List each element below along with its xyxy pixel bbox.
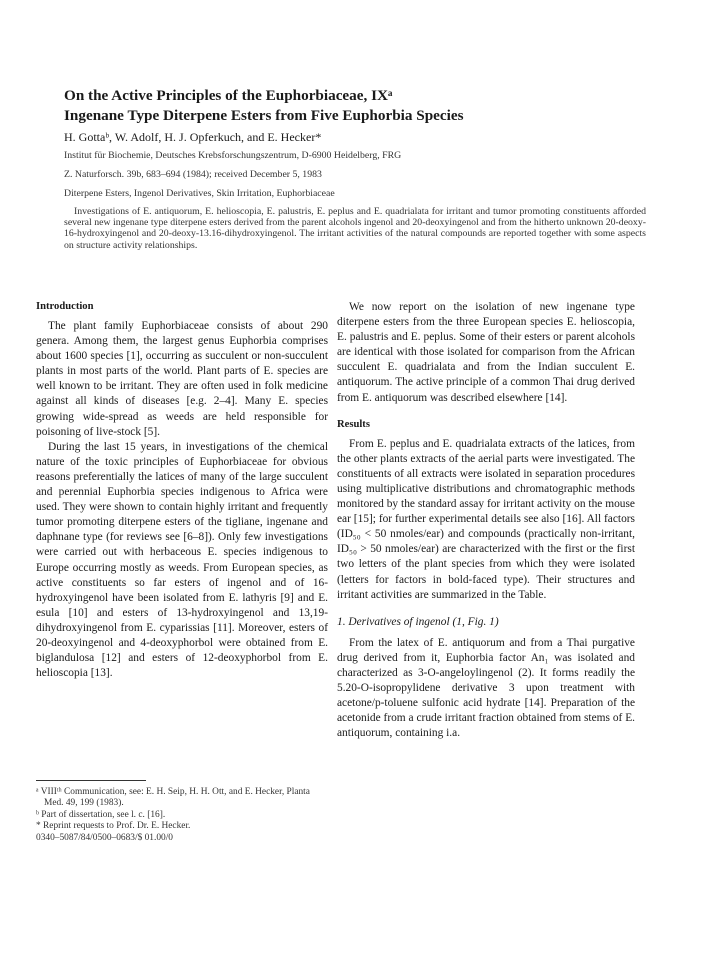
affiliation: Institut für Biochemie, Deutsches Krebsforschungszentrum, D-6900 Heidelberg, FRG <box>64 150 402 161</box>
section-heading-results: Results <box>337 418 370 430</box>
paragraph: From E. peplus and E. quadrialata extracts of the latices, from the other plants extracts of the aerial parts were investigated. The constituents of all extracts were isolated in separation procedures using multiplicative distributions and chromatographic methods monitored by the standard assay for irritant activity on the mouse ear [15]; for further experimental details see also [16]. All factors (ID₅₀ < 50 nmoles/ear) and compounds (practically non-irritant, ID₅₀ > 50 nmoles/ear) are characterized with the first or the first two letters of the plant species from which they were isolated (letters for factors in bold-faced type). Their structures and irritant activities are summarized in the Table. <box>337 437 635 601</box>
title-line-1: On the Active Principles of the Euphorbiaceae, IXᵃ <box>64 87 393 104</box>
subsection-heading: 1. Derivatives of ingenol (1, Fig. 1) <box>337 615 499 628</box>
left-column <box>36 300 328 681</box>
paragraph: From the latex of E. antiquorum and from a Thai purgative drug derived from it, Euphorbia factor An₁ was isolated and characterized as 3-O-angeloylingenol (2). It forms readily the 5.20-O-isopropylidene derivative 3 upon treatment with acetone/p-toluene sulfonic acid hydrate [14]. Preparation of the acetonide from a crude irritant fraction obtained from stems of E. antiquorum, containing i.a. <box>337 636 635 740</box>
right-column <box>337 300 635 741</box>
footnote-divider <box>36 780 146 781</box>
paragraph: We now report on the isolation of new ingenane type diterpene esters from the three European species E. helioscopia, E. palustris and E. peplus. Some of their esters or parent alcohols are identical with those isolated for comparison from the African succulent E. quadrialata and from the Indian succulent E. antiquorum. The active principle of a common Thai drug derived from E. antiquorum was described elsewhere [14]. <box>337 301 635 404</box>
title-line-2: Ingenane Type Diterpene Esters from Five Euphorbia Species <box>64 107 464 124</box>
section-heading-introduction: Introduction <box>36 301 94 312</box>
issn-line: 0340–5087/84/0500–0683/$ 01.00/0 <box>36 832 173 843</box>
paragraph: During the last 15 years, in investigations of the chemical nature of the toxic principles of Euphorbiaceae for obvious reasons preferentially the latices of many of the large succulent and perennial Euphorbia species indigenous to Africa were used. They were shown to contain highly irritant and frequently tumor promoting diterpene esters of the tigliane, ingenane and daphnane type (for reviews see [6–8]). Only few investigations were carried out with herbaceous E. species indigenous to Europe occurring mostly as weeds. From European species, as active constituents so far esters of ingenol and of 16-hydroxyingenol have been isolated from E. lathyris [9] and E. esula [10] and esters of 13-hydroxyingenol and 13,19-dihydroxyingenol from E. cyparissias [11]. Moreover, esters of 20-deoxyingenol and 4-deoxyphorbol were obtained from E. biglandulosa [12] and esters of 12-deoxyphorbol from E. helioscopia [13]. <box>36 440 328 680</box>
author-list: H. Gottaᵇ, W. Adolf, H. J. Opferkuch, and E. Hecker* <box>64 130 322 144</box>
footnote: ᵃ VIIIᵗʰ Communication, see: E. H. Seip, H. H. Ott, and E. Hecker, Planta Med. 49, 199 (1983). <box>36 787 310 809</box>
citation: Z. Naturforsch. 39b, 683–694 (1984); received December 5, 1983 <box>64 169 322 180</box>
paragraph: The plant family Euphorbiaceae consists of about 290 genera. Among them, the largest genus Euphorbia comprises about 1600 species [1], occurring as succulent or non-succulent plants in most parts of the world. Plant parts of E. species are well known to be irritant. They are often used in folk medicine against all kinds of diseases [e.g. 2–4]. Many E. species growing wide-spread as weeds are held responsible for poisoning of live-stock [5]. <box>36 320 328 438</box>
footnote: * Reprint requests to Prof. Dr. E. Hecker. <box>36 821 191 832</box>
keywords: Diterpene Esters, Ingenol Derivatives, Skin Irritation, Euphorbiaceae <box>64 188 335 199</box>
footnotes <box>36 787 328 844</box>
abstract: Investigations of E. antiquorum, E. helioscopia, E. palustris, E. peplus and E. quadrialata for irritant and tumor promoting constituents afforded several new ingenane type diterpene esters derived from the parent alcohols ingenol and 20-deoxyingenol and from the hitherto unknown 20-deoxy-16-hydroxyingenol and 20-deoxy-13.16-dihydroxyingenol. The irritant activities of the natural compounds are reported together with some aspects on structure activity relationships. <box>64 206 646 251</box>
paper-title <box>64 86 664 126</box>
footnote: ᵇ Part of dissertation, see l. c. [16]. <box>36 809 166 820</box>
